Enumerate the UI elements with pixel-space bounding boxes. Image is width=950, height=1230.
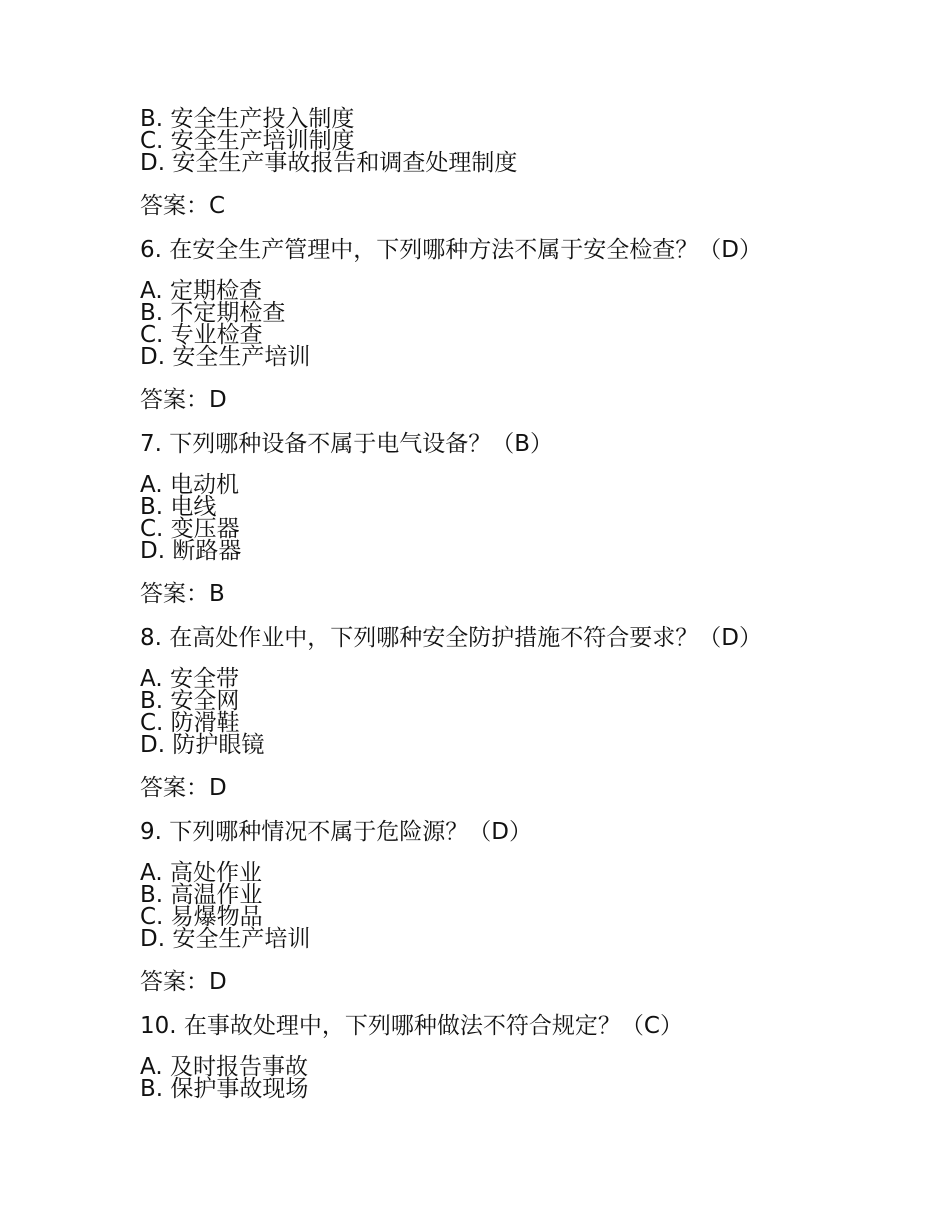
option-item: B. 安全生产投入制度: [140, 106, 355, 132]
options-list: [140, 1056, 840, 1100]
option-item: B. 保护事故现场: [140, 1076, 309, 1102]
option-item: A. 安全带: [140, 666, 239, 692]
question-line: 6. 在安全生产管理中，下列哪种方法不属于安全检查？（D）: [140, 237, 762, 263]
quiz-content: [140, 108, 840, 1118]
option-item: A. 及时报告事故: [140, 1054, 308, 1080]
spacer: [140, 174, 840, 192]
option-item: D. 安全生产培训: [140, 344, 311, 370]
spacer: [140, 220, 840, 236]
spacer: [140, 608, 840, 624]
spacer: [140, 1100, 840, 1118]
option-item: D. 安全生产培训: [140, 926, 311, 952]
option-item: B. 安全网: [140, 688, 240, 714]
option-item: C. 专业检查: [140, 322, 263, 348]
question-line: 10. 在事故处理中，下列哪种做法不符合规定？（C）: [140, 1013, 683, 1039]
spacer: [140, 950, 840, 968]
option-item: C. 变压器: [140, 516, 240, 542]
answer-line: 答案：D: [140, 969, 227, 995]
question-line: 8. 在高处作业中，下列哪种安全防护措施不符合要求？（D）: [140, 625, 762, 651]
answer-line: 答案：D: [140, 387, 227, 413]
option-item: C. 防滑鞋: [140, 710, 240, 736]
option-item: A. 电动机: [140, 472, 239, 498]
options-list: [140, 280, 840, 368]
spacer: [140, 802, 840, 818]
spacer: [140, 368, 840, 386]
options-list: [140, 862, 840, 950]
options-list: [140, 474, 840, 562]
spacer: [140, 756, 840, 774]
option-item: B. 电线: [140, 494, 217, 520]
question-line: 7. 下列哪种设备不属于电气设备？（B）: [140, 431, 554, 457]
spacer: [140, 996, 840, 1012]
spacer: [140, 458, 840, 474]
option-item: B. 高温作业: [140, 882, 263, 908]
options-list: [140, 668, 840, 756]
options-list: [140, 108, 840, 174]
question-line: 9. 下列哪种情况不属于危险源？（D）: [140, 819, 532, 845]
option-item: C. 安全生产培训制度: [140, 128, 355, 154]
option-item: B. 不定期检查: [140, 300, 286, 326]
answer-line: 答案：D: [140, 775, 227, 801]
spacer: [140, 562, 840, 580]
option-item: C. 易爆物品: [140, 904, 263, 930]
option-item: A. 定期检查: [140, 278, 262, 304]
option-item: D. 防护眼镜: [140, 732, 265, 758]
option-item: D. 安全生产事故报告和调查处理制度: [140, 150, 518, 176]
option-item: D. 断路器: [140, 538, 242, 564]
answer-line: 答案：B: [140, 581, 225, 607]
option-item: A. 高处作业: [140, 860, 262, 886]
answer-line: 答案：C: [140, 193, 226, 219]
spacer: [140, 414, 840, 430]
spacer: [140, 652, 840, 668]
